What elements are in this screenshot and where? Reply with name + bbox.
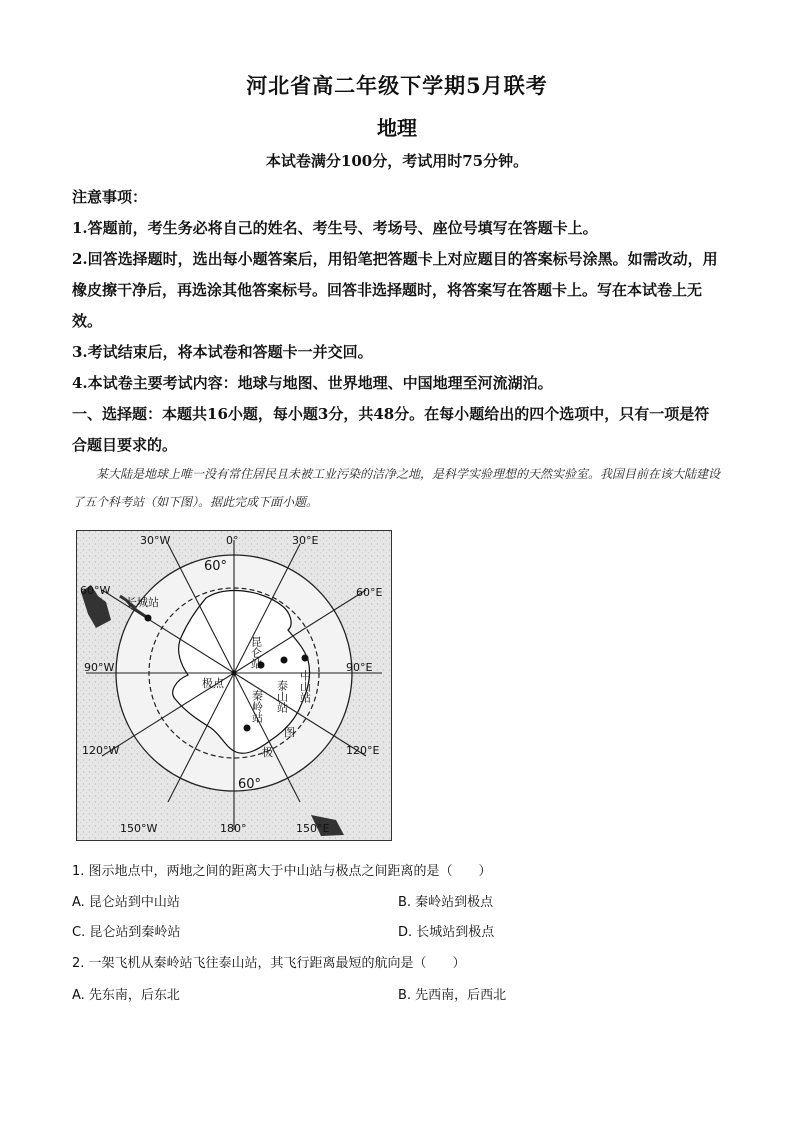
section-heading: 一、选择题：本题共16小题，每小题3分，共48分。在每小题给出的四个选项中，只有一项是符合题目要求的。 <box>72 405 710 454</box>
lon-label-90w: 90°W <box>84 661 115 674</box>
pole-label: 极点 <box>202 677 224 690</box>
exam-title: 河北省高二年级下学期5月联考 <box>246 73 548 98</box>
passage-text: 某大陆是地球上唯一没有常住居民且未被工业污染的洁净之地，是科学实验理想的天然实验室。我国目前在该大陆建设了五个科考站（如下图）。据此完成下面小题。 <box>72 467 721 509</box>
lon-label-150e: 150°E <box>296 822 330 835</box>
lon-label-150w: 150°W <box>120 822 158 835</box>
lon-label-60w: 60°W <box>80 584 111 597</box>
notes-block <box>72 182 724 461</box>
station-label-taishan: 泰山站 <box>275 680 289 713</box>
legend-char-tu: 图 <box>284 726 295 739</box>
station-label-zhongshan: 中山站 <box>298 670 312 703</box>
lat-label-bottom: 60° <box>238 777 262 792</box>
note-item-3: 3.考试结束后，将本试卷和答题卡一并交回。 <box>72 343 373 361</box>
station-dot-qinling <box>244 725 251 732</box>
lon-label-30w: 30°W <box>140 534 171 547</box>
q1-option-b[interactable]: B. 秦岭站到极点 <box>398 895 494 910</box>
exam-subject: 地理 <box>377 116 417 140</box>
note-item-2: 2.回答选择题时，选出每小题答案后，用铅笔把答题卡上对应题目的答案标号涂黑。如需改动，用橡皮擦干净后，再选涂其他答案标号。回答非选择题时，将答案写在答题卡上。写在本试卷上无效。 <box>72 250 718 330</box>
lon-label-60e: 60°E <box>356 586 383 599</box>
legend-char-ji: 极 <box>262 746 273 759</box>
q1-option-d[interactable]: D. 长城站到极点 <box>398 925 495 940</box>
lat-label-top: 60° <box>204 559 228 574</box>
q2-option-a[interactable]: A. 先东南，后东北 <box>72 988 180 1003</box>
lon-label-120w: 120°W <box>82 744 120 757</box>
station-label-qinling: 秦岭站 <box>250 690 264 723</box>
question-2-stem: 2. 一架飞机从秦岭站飞往泰山站，其飞行距离最短的航向是（ ） <box>72 956 466 971</box>
lon-label-30e: 30°E <box>292 534 319 547</box>
station-dot-taishan <box>281 657 288 664</box>
exam-meta: 本试卷满分100分，考试用时75分钟。 <box>265 152 529 170</box>
lon-label-180: 180° <box>220 822 247 835</box>
station-dot-zhongshan <box>302 655 309 662</box>
station-label-changcheng: 长城站 <box>126 596 159 609</box>
pole-dot <box>232 671 237 676</box>
q2-option-b[interactable]: B. 先西南，后西北 <box>398 988 507 1003</box>
notes-heading: 注意事项： <box>72 188 148 206</box>
lon-label-120e: 120°E <box>346 744 380 757</box>
note-item-1: 1.答题前，考生务必将自己的姓名、考生号、考场号、座位号填写在答题卡上。 <box>72 219 598 237</box>
lon-label-0: 0° <box>226 534 239 547</box>
q1-option-c[interactable]: C. 昆仑站到秦岭站 <box>72 925 181 940</box>
question-1-stem: 1. 图示地点中，两地之间的距离大于中山站与极点之间距离的是（ ） <box>72 864 492 879</box>
station-label-kunlun: 昆仑站 <box>249 636 263 669</box>
lon-label-90e: 90°E <box>346 661 373 674</box>
note-item-4: 4.本试卷主要考试内容：地球与地图、世界地理、中国地理至河流湖泊。 <box>72 374 553 392</box>
q1-option-a[interactable]: A. 昆仑站到中山站 <box>72 895 180 910</box>
antarctica-polar-map <box>76 530 392 841</box>
station-dot-changcheng <box>145 615 152 622</box>
